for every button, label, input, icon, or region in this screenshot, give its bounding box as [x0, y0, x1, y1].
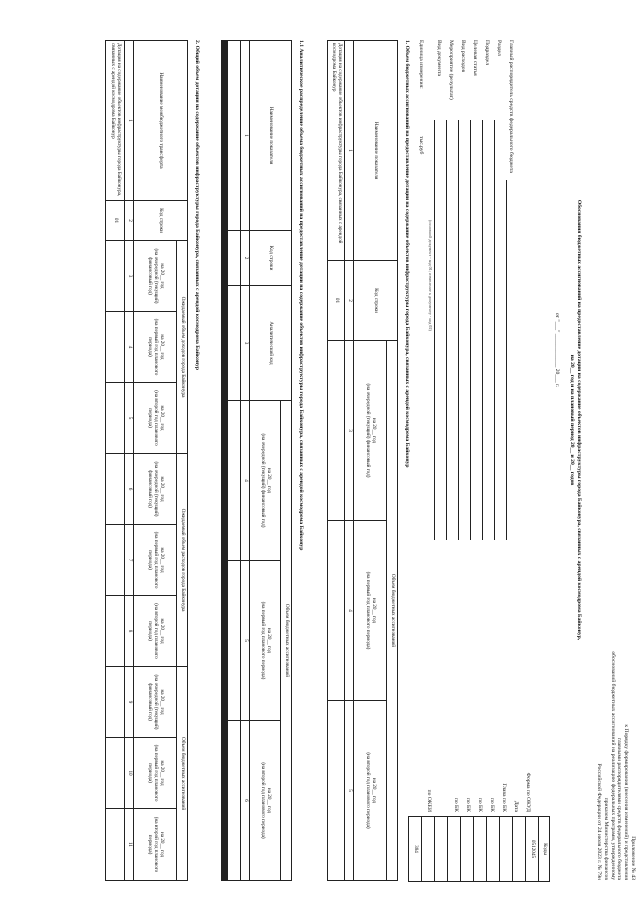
- field-label-section: Раздел: [496, 40, 502, 56]
- s11-cell-empty: [228, 41, 241, 231]
- field-line: [494, 120, 495, 540]
- okud-code: 0512045: [526, 817, 539, 882]
- s1-cell-value: [328, 341, 345, 521]
- s2-cell-value: [106, 312, 125, 383]
- s2-header-income: Ожидаемый объем доходов города Байконура: [177, 241, 188, 454]
- s2-colnum: 6: [125, 454, 134, 525]
- s11-total-bar: [222, 41, 228, 231]
- section2-heading: 2. Общий объем дотации на содержание объектов инфраструктуры города Байконура, связанных с арендой космодрома Байконур: [194, 40, 200, 370]
- doc-type-note: (основной документ - код 01; изменение к документу - код 02): [428, 220, 433, 331]
- s1-header-name: Наименование показателя: [354, 41, 398, 261]
- section1-table: [327, 40, 398, 881]
- s11-cell-empty: [228, 401, 241, 561]
- s1-header-year2: на 20__ год (на первый год планового периода): [354, 521, 387, 701]
- s11-colnum: 3: [241, 286, 250, 401]
- s1-colnum: 4: [345, 521, 354, 701]
- s2-budget-year3: на 20__ год (на второй год планового периода): [134, 809, 177, 881]
- s2-header-row-code: Код строки: [134, 201, 188, 241]
- s2-colnum: 1: [125, 41, 134, 201]
- field-line: [446, 120, 447, 540]
- s2-expense-year2: на 20__ год (на первый год планового периода): [134, 525, 177, 596]
- s2-colnum: 5: [125, 383, 134, 454]
- s2-cell-value: [106, 738, 125, 809]
- s2-expense-year1: на 20__ год (на очередной (текущий) финансовый год): [134, 454, 177, 525]
- bk-code-cell: [487, 817, 500, 882]
- s2-colnum: 4: [125, 312, 134, 383]
- s2-header-name: Наименование межбюджетного трансферта: [134, 41, 188, 201]
- s2-cell-value: [106, 454, 125, 525]
- section1-1-heading: 1.1 Аналитическое распределение объема бюджетных ассигнований на предоставление дотации на содержание объектов инфраструктуры города Байконура, связанных с арендой космодрома Байконур: [298, 40, 304, 551]
- date-code-cell: [513, 817, 526, 882]
- field-label-target-article: Целевая статья: [472, 40, 478, 76]
- field-line: [506, 180, 507, 540]
- okei-code: 384: [409, 817, 422, 882]
- s2-colnum: 11: [125, 809, 134, 881]
- field-label-measure: Мероприятие (результат): [448, 40, 454, 100]
- s11-header-analytic: Аналитический код: [250, 286, 292, 401]
- s1-cell-value: [328, 701, 345, 881]
- s1-header-year3: на 20__ год (на второй год планового периода): [354, 701, 387, 881]
- s11-colnum: 2: [241, 231, 250, 286]
- s11-header-row-code: Код строки: [250, 231, 292, 286]
- appendix-line: Приложение № 43: [630, 836, 636, 880]
- bk-code-cell: [461, 817, 474, 882]
- s11-header-name: Наименование показателя: [250, 41, 292, 231]
- s2-colnum: 8: [125, 596, 134, 667]
- rotated-document: [20, 20, 640, 900]
- s11-header-year2: на 20__ год (на первый год планового периода): [250, 561, 281, 721]
- s2-expense-year3: на 20__ год (на второй год планового периода): [134, 596, 177, 667]
- s1-colnum: 1: [345, 41, 354, 261]
- s2-income-year1: на 20__ год (на очередной (текущий) финансовый год): [134, 241, 177, 312]
- chapter-code-cell: [500, 817, 513, 882]
- s11-cell-empty: [228, 286, 241, 401]
- s1-header-group: Объем бюджетных ассигнований: [387, 341, 398, 881]
- s11-colnum: 6: [241, 721, 250, 881]
- section1-heading: 1. Объем бюджетных ассигнований на предоставление дотации на содержание объектов инфраструктуры города Байконура, связанных с арендой космодрома Байконур: [404, 40, 410, 468]
- section2-table: [105, 40, 188, 881]
- s2-cell-value: [106, 667, 125, 738]
- date-line: от "___" ____________ 20___ г.: [554, 312, 560, 388]
- s2-header-expense: Ожидаемый объем расходов города Байконура: [177, 454, 188, 667]
- field-line: [458, 120, 459, 540]
- unit-label: Единица измерения:: [418, 40, 424, 89]
- s2-row-code: 01: [106, 201, 125, 241]
- appendix-block: [595, 460, 636, 880]
- s11-header-group: Объем бюджетных ассигнований: [281, 401, 292, 881]
- title-line: на 20__ год и на плановый период 20__ и 20__ годов: [569, 354, 576, 486]
- title-line: Обоснования бюджетных ассигнований на предоставление дотации на содержание объектов инфраструктуры города Байконура, связанных с арендой космодрома Байконур,: [576, 199, 582, 641]
- s1-colnum: 5: [345, 701, 354, 881]
- s11-cell-empty: [228, 721, 241, 881]
- bk-label: по БК: [453, 797, 459, 812]
- s1-cell-value: [328, 521, 345, 701]
- s11-header-year1: на 20__ год (на очередной (текущий) финансовый год): [250, 401, 281, 561]
- appendix-line: Российской Федерации от 24 июля 2023 г. № 79н: [595, 763, 602, 880]
- okud-label: Форма по ОКУД: [525, 772, 531, 812]
- s11-total-bar: [222, 721, 228, 881]
- s11-total-bar: [222, 561, 228, 721]
- s11-colnum: 1: [241, 41, 250, 231]
- bk-label: по БК: [465, 797, 471, 812]
- s1-row-code: 01: [328, 261, 345, 341]
- s2-row-label: Дотация на содержание объектов инфраструктуры города Байконура, связанных с арендой космодрома Байконур: [106, 41, 125, 201]
- section1-1-table: [221, 40, 292, 881]
- bk-code-cell: [474, 817, 487, 882]
- s11-colnum: 5: [241, 561, 250, 721]
- s2-income-year2: на 20__ год (на первый год планового периода): [134, 312, 177, 383]
- appendix-line: приказом Министерства финансов: [602, 797, 609, 880]
- s2-budget-year2: на 20__ год (на первый год планового периода): [134, 738, 177, 809]
- s11-colnum: 4: [241, 401, 250, 561]
- s2-cell-value: [106, 596, 125, 667]
- bk-label: по БК: [489, 797, 495, 812]
- field-label-subsection: Подраздел: [484, 40, 490, 66]
- s1-header-row-code: Код строки: [354, 261, 398, 341]
- s2-budget-year1: на 20__ год (на очередной (текущий) финансовый год): [134, 667, 177, 738]
- appendix-line: главными распорядителями средств федерального бюджета: [616, 737, 623, 880]
- s11-cell-empty: [228, 231, 241, 286]
- s2-cell-value: [106, 383, 125, 454]
- codes-header: Коды: [539, 817, 550, 882]
- field-label-doc-type: Вид документа: [436, 40, 442, 76]
- bk-code-cell: [448, 817, 461, 882]
- s2-colnum: 9: [125, 667, 134, 738]
- s11-cell-empty: [228, 561, 241, 721]
- empty-code-cell: [422, 817, 435, 882]
- okei-label: по ОКЕИ: [426, 789, 432, 812]
- s11-total-bar: [222, 231, 228, 286]
- s2-header-budget: Объем бюджетных ассигнований: [177, 667, 188, 881]
- s11-total-bar: [222, 401, 228, 561]
- s2-cell-value: [106, 241, 125, 312]
- appendix-line: обоснований бюджетных ассигнований на реализацию федеральных программ, утвержденному: [609, 651, 616, 880]
- s2-cell-value: [106, 809, 125, 881]
- unit-value: тыс.руб: [418, 136, 424, 155]
- chapter-label: Глава по БК: [501, 783, 507, 812]
- date-label: Дата: [513, 800, 519, 812]
- field-label-expense-type: Вид расходов: [460, 40, 466, 73]
- field-line: [434, 120, 435, 540]
- appendix-line: к Порядку формирования (внесения изменений) и представления: [623, 724, 630, 880]
- s1-colnum: 2: [345, 261, 354, 341]
- s11-total-bar: [222, 286, 228, 401]
- codes-table: [408, 816, 550, 882]
- s2-colnum: 7: [125, 525, 134, 596]
- s2-colnum: 3: [125, 241, 134, 312]
- s2-colnum: 10: [125, 738, 134, 809]
- s11-header-year3: на 20__ год (на второй год планового периода): [250, 721, 281, 881]
- s2-colnum: 2: [125, 201, 134, 241]
- empty-code-cell: [435, 817, 448, 882]
- document-title: [568, 100, 582, 740]
- s2-cell-value: [106, 525, 125, 596]
- field-line: [482, 120, 483, 540]
- s1-colnum: 3: [345, 341, 354, 521]
- s1-header-year1: на 20__ год (на очередной (текущий) финансовый год): [354, 341, 387, 521]
- field-line: [470, 120, 471, 540]
- s2-income-year3: на 20__ год (на второй год планового периода): [134, 383, 177, 454]
- bk-label: по БК: [477, 797, 483, 812]
- field-label-main-manager: Главный распорядитель средств федерального бюджета: [508, 40, 514, 173]
- s1-row-label: Дотация на содержание объектов инфраструктуры города Байконура, связанных с арендой космодрома Байконур: [328, 41, 345, 261]
